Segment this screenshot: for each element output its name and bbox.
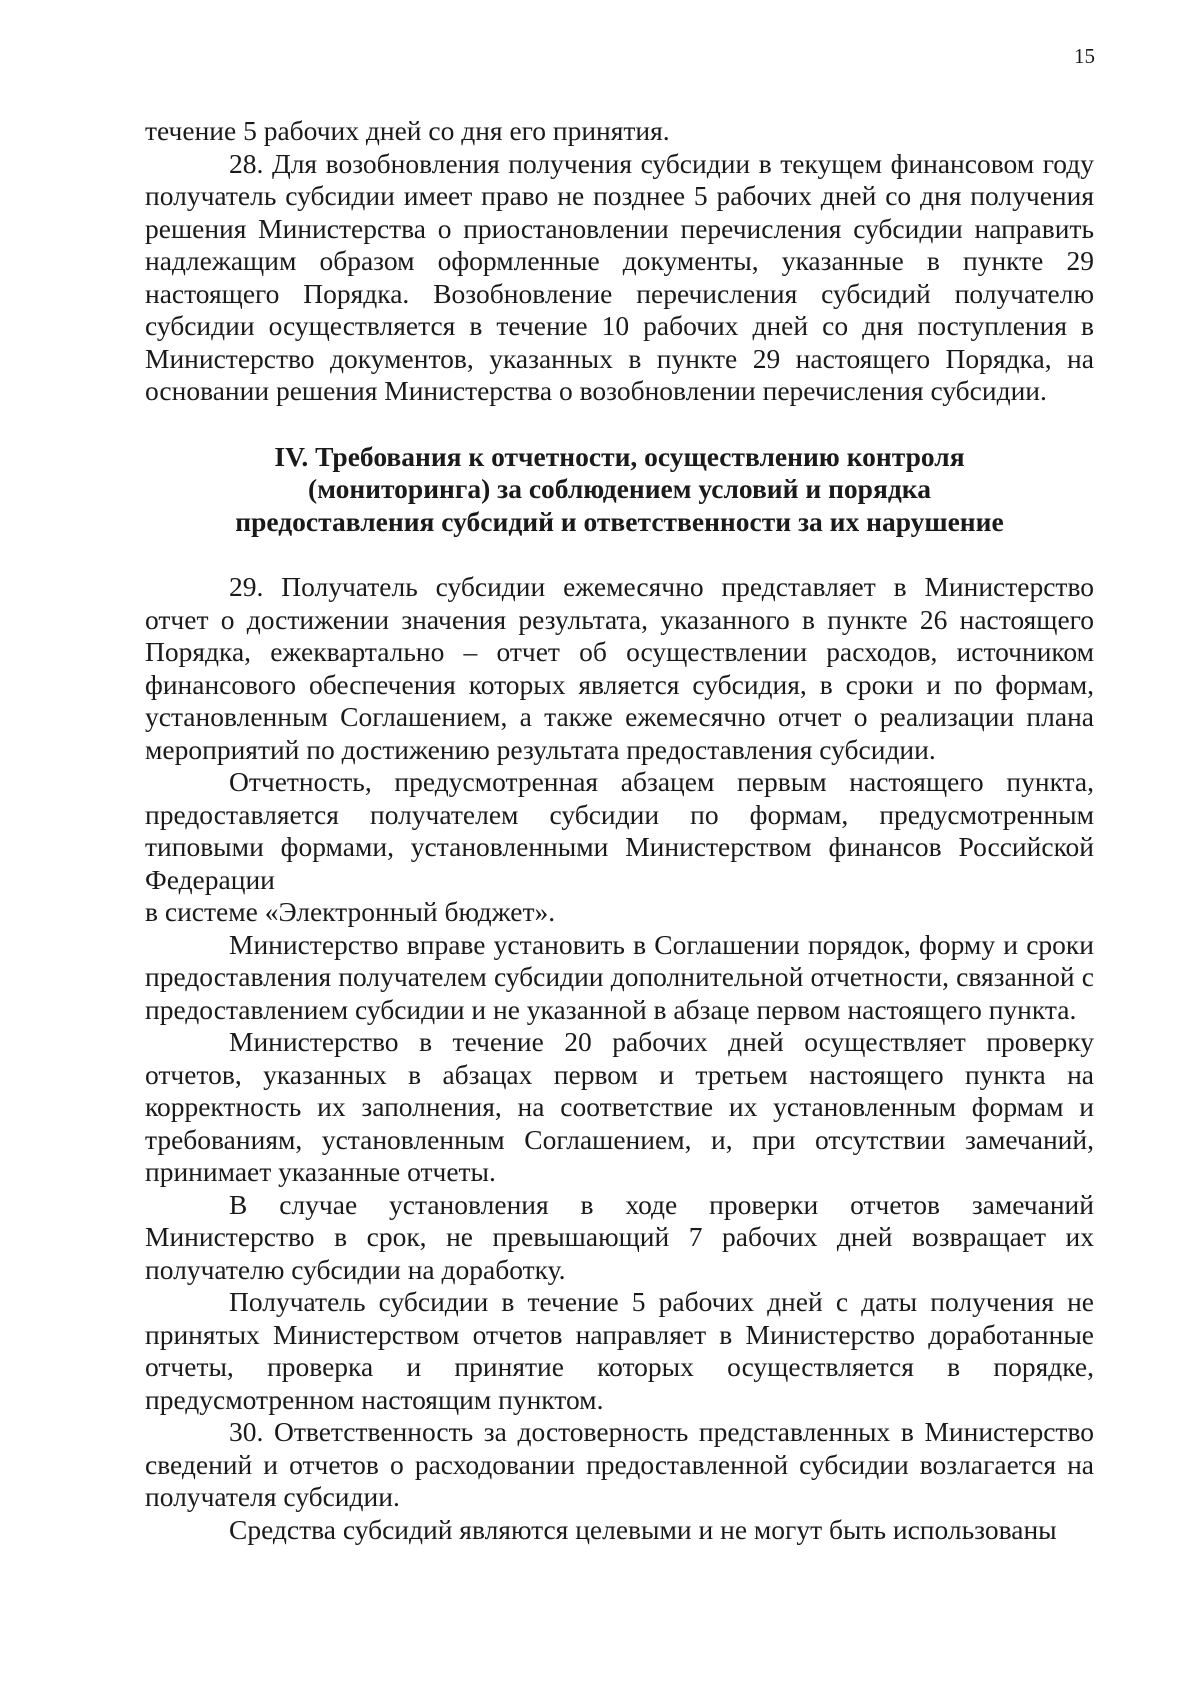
paragraph-28: 28. Для возобновления получения субсидии в текущем финансовом году получатель субсидии имеет право не позднее 5 рабочих дней со дня получения решения Министерства о приостановлении перечисления субсидии направить надлежащим образом оформленные документы, указанные в пункте 29 настоящего Порядка. Возобновление перечисления субсидий получателю субсидии осуществляется в течение 10 рабочих дней со дня поступления в Министерство документов, указанных в пункте 29 настоящего Порядка, на основании решения Министерства о возобновлении перечисления субсидии. (145, 147, 1094, 406)
document-body (145, 115, 1094, 1546)
paragraph-remarks: В случае установления в ходе проверки отчетов замечаний Министерство в срок, не превышающий 7 рабочих дней возвращает их получателю субсидии на доработку. (145, 1188, 1094, 1285)
paragraph-target-funds: Средства субсидий являются целевыми и не могут быть использованы (229, 1513, 1057, 1545)
paragraph-29: 29. Получатель субсидии ежемесячно представляет в Министерство отчет о достижении значения результата, указанного в пункте 26 настоящего Порядка, ежеквартально – отчет об осуществлении расходов, источником финансового обеспечения которых является субсидия, в сроки и по формам, установленным Соглашением, а также ежемесячно отчет о реализации плана мероприятий по достижению результата предоставления субсидии. (145, 571, 1094, 765)
paragraph-revision: Получатель субсидии в течение 5 рабочих дней с даты получения не принятых Министерством отчетов направляет в Министерство доработанные отчеты, проверка и принятие которых осуществляется в порядке, предусмотренном настоящим пунктом. (145, 1286, 1094, 1415)
paragraph-additional-reporting: Министерство вправе установить в Соглашении порядок, форму и сроки предоставления получателем субсидии дополнительной отчетности, связанной с предоставлением субсидии и не указанной в абзаце первом настоящего пункта. (145, 928, 1094, 1025)
paragraph-continuation: течение 5 рабочих дней со дня его принятия. (145, 115, 670, 146)
paragraph-report-check: Министерство в течение 20 рабочих дней осуществляет проверку отчетов, указанных в абзацах первом и третьем настоящего пункта на корректность их заполнения, на соответствие их установленным формам и требованиям, установленным Соглашением, и, при отсутствии замечаний, принимает указанные отчеты. (145, 1026, 1094, 1187)
section-heading-line-2: (мониторинга) за соблюдением условий и порядка (308, 473, 931, 504)
section-heading-line-3: предоставления субсидий и ответственности за их нарушение (235, 505, 1004, 537)
section-heading (145, 441, 1094, 539)
paragraph-30: 30. Ответственность за достоверность представленных в Министерство сведений и отчетов о расходовании предоставленной субсидии возлагается на получателя субсидии. (145, 1416, 1094, 1512)
page-number: 15 (1074, 44, 1095, 68)
section-heading-line-1: IV. Требования к отчетности, осуществлению контроля (274, 440, 965, 472)
paragraph-reporting: Отчетность, предусмотренная абзацем первым настоящего пункта, предоставляется получателем субсидии по формам, предусмотренным типовыми формами, установленными Министерством финансов Российской Федерации (145, 766, 1094, 895)
paragraph-electronic-budget: в системе «Электронный бюджет». (145, 896, 556, 927)
